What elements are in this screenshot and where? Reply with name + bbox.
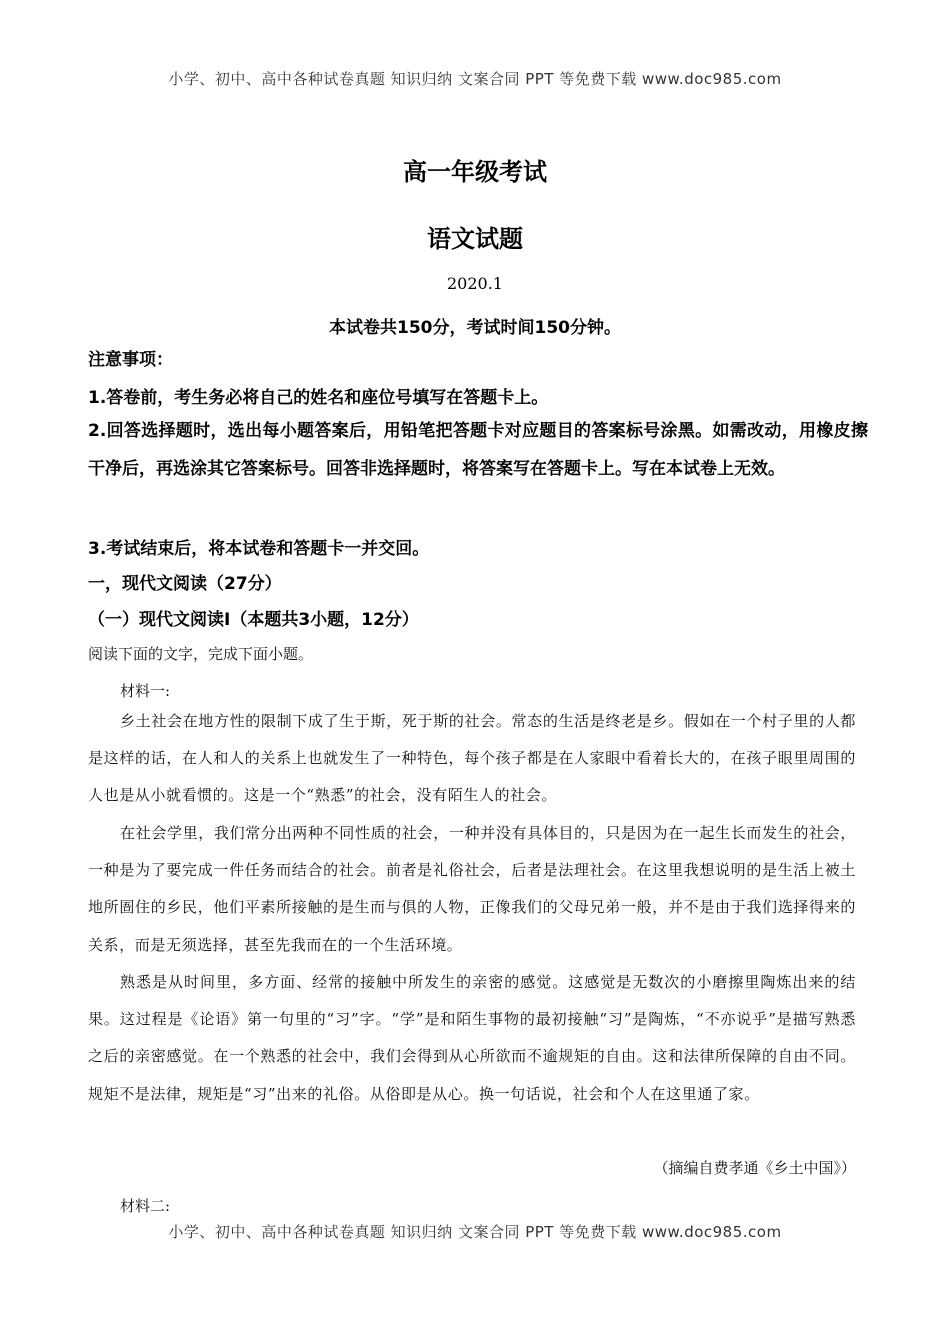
paragraph-2: 在社会学里，我们常分出两种不同性质的社会，一种并没有具体目的，只是因为在一起生长而发生的社会，一种是为了要完成一件任务而结合的社会。前者是礼俗社会，后者是法理社会。在这里我想说明的是生活上被土地所圄住的乡民，他们平素所接触的是生而与俱的人物，正像我们的父母兄弟一般，并不是由于我们选择得来的关系，而是无须选择，甚至先我而在的一个生活环境。 <box>88 824 856 954</box>
exam-title: 高一年级考试 <box>403 158 547 186</box>
note-item-2: 2.回答选择题时，选出每小题答案后，用铅笔把答题卡对应题目的答案标号涂黑。如需改动，用橡皮擦干净后，再选涂其它答案标号。回答非选择题时，将答案写在答题卡上。写在本试卷上无效。 <box>88 421 868 479</box>
page-footer: 小学、初中、高中各种试卷真题 知识归纳 文案合同 PPT 等免费下载 www.doc985.com <box>168 1223 782 1241</box>
exam-info: 本试卷共150分，考试时间150分钟。 <box>329 318 621 338</box>
material-1-label: 材料一: <box>120 682 171 700</box>
note-item-1: 1.答卷前，考生务必将自己的姓名和座位号填写在答题卡上。 <box>88 388 549 408</box>
paragraph-1: 乡土社会在地方性的限制下成了生于斯，死于斯的社会。常态的生活是终老是乡。假如在一个村子里的人都是这样的话，在人和人的关系上也就发生了一种特色，每个孩子都是在人家眼中看着长大的，在孩子眼里周围的人也是从小就看惯的。这是一个“熟悉”的社会，没有陌生人的社会。 <box>88 712 856 805</box>
paragraph-3: 熟悉是从时间里，多方面、经常的接触中所发生的亲密的感觉。这感觉是无数次的小磨擦里陶炼出来的结果。这过程是《论语》第一句里的“习”字。“学”是和陌生事物的最初接触“习”是陶炼，“不亦说乎”是描写熟悉之后的亲密感觉。在一个熟悉的社会中，我们会得到从心所欲而不逾规矩的自由。这和法律所保障的自由不同。规矩不是法律，规矩是“习”出来的礼俗。从俗即是从心。换一句话说，社会和个人在这里通了家。 <box>88 973 856 1103</box>
exam-date: 2020.1 <box>447 274 503 293</box>
source-citation: （摘编自费孝通《乡土中国》） <box>653 1159 856 1177</box>
page-header: 小学、初中、高中各种试卷真题 知识归纳 文案合同 PPT 等免费下载 www.doc985.com <box>168 70 782 88</box>
section-heading: 一，现代文阅读（27分） <box>88 574 282 594</box>
material-2-label: 材料二: <box>120 1197 171 1215</box>
note-item-3: 3.考试结束后，将本试卷和答题卡一并交回。 <box>88 539 430 559</box>
section-subheading: （一）现代文阅读Ⅰ（本题共3小题，12分） <box>88 610 419 630</box>
reading-instruction: 阅读下面的文字，完成下面小题。 <box>88 645 314 663</box>
notes-heading: 注意事项： <box>88 350 173 370</box>
subject-title: 语文试题 <box>427 225 523 253</box>
